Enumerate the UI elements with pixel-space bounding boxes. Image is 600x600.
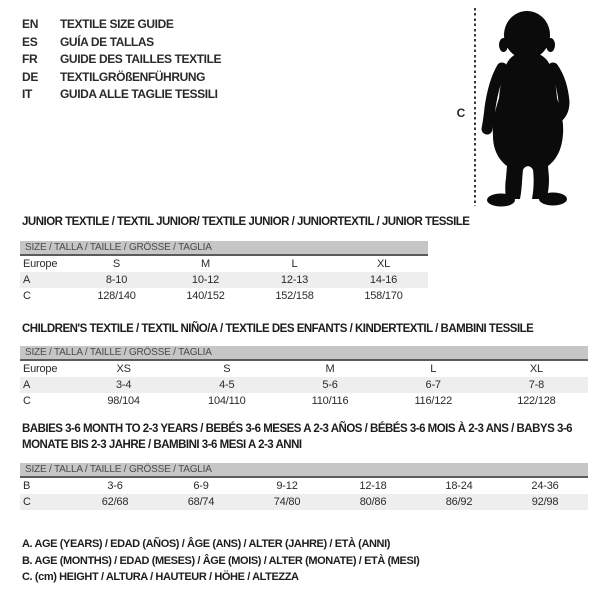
junior-table-title: JUNIOR TEXTILE / TEXTIL JUNIOR/ TEXTILE JUNIOR / JUNIORTEXTIL / JUNIOR TESSILE [22,216,470,228]
footnote-legend [22,536,419,586]
size-value-cell: 104/110 [208,395,246,407]
size-value-cell: 86/92 [445,496,473,508]
height-measure-label: C [456,106,466,120]
language-code: DE [22,69,39,84]
row-label: B [23,480,31,492]
row-label: C [23,395,31,407]
footnote-c: C. (cm) HEIGHT / ALTURA / HAUTEUR / HÖHE / ALTEZZA [22,571,299,583]
size-value-cell: 128/140 [97,290,136,302]
size-value-cell: 98/104 [107,395,140,407]
size-value-cell: 74/80 [273,496,301,508]
table-row [20,272,428,288]
children-size-table [20,346,588,409]
language-code: IT [22,87,33,101]
table-row [20,478,588,494]
size-value-cell: XL [529,363,543,375]
size-value-cell: 122/128 [517,395,556,407]
children-table-title: CHILDREN'S TEXTILE / TEXTIL NIÑO/A / TEXTILE DES ENFANTS / KINDERTEXTIL / BAMBINI TESSILE [22,323,534,335]
footnote-a: A. AGE (YEARS) / EDAD (AÑOS) / ÂGE (ANS) / ALTER (JAHRE) / ETÀ (ANNI) [22,538,390,550]
size-value-cell: S [112,258,121,270]
row-label: A [23,274,31,286]
size-value-cell: M [201,258,210,270]
size-value-cell: 62/68 [101,496,129,508]
junior-size-table [20,241,428,304]
height-measure-line [474,8,476,206]
size-value-cell: 9-12 [276,480,298,492]
table-row [20,377,588,393]
language-list [22,16,221,104]
babies-table-title: BABIES 3-6 MONTH TO 2-3 YEARS / BEBÉS 3-6 MESES A 2-3 AÑOS / BÉBÉS 3-6 MOIS À 2-3 ANS / BABYS 3-6 MONATE BIS 2-3 JAHRE / BAMBINI 3-6 MESI A 2-3 ANNI [22,423,573,451]
table-row [20,288,428,304]
size-value-cell: 5-6 [322,379,338,391]
language-code: EN [22,17,39,31]
language-row [22,86,221,104]
size-header-bar: SIZE / TALLA / TAILLE / GRÖSSE / TAGLIA [20,346,588,361]
size-value-cell: 10-12 [191,274,220,286]
row-label: Europe [23,363,58,375]
size-value-cell: 14-16 [369,274,398,286]
language-title: GUIDE DES TAILLES TEXTILE [60,52,222,66]
size-value-cell: L [291,258,298,270]
language-code: ES [22,34,38,49]
size-value-cell: 158/170 [364,290,403,302]
size-value-cell: 7-8 [528,379,545,391]
size-value-cell: L [430,363,437,375]
baby-silhouette-icon [480,8,576,208]
language-code: FR [22,52,38,66]
language-title: TEXTILE SIZE GUIDE [60,17,174,31]
size-value-cell: 80/86 [359,496,387,508]
size-value-cell: S [223,363,231,375]
size-value-cell: 6-7 [425,379,441,391]
language-title: TEXTILGRÖßENFÜHRUNG [60,69,206,84]
size-value-cell: 152/158 [275,290,314,302]
babies-size-table [20,463,588,510]
size-value-cell: 6-9 [193,480,209,492]
size-value-cell: XL [376,258,391,270]
row-label: A [23,379,31,391]
size-value-cell: 92/98 [531,496,559,508]
size-value-cell: 12-13 [280,274,309,286]
size-value-cell: 68/74 [187,496,215,508]
size-value-cell: 24-36 [531,480,559,492]
language-title: GUIDA ALLE TAGLIE TESSILI [60,87,218,101]
table-row [20,256,428,272]
size-value-cell: 3-6 [107,480,123,492]
size-value-cell: 116/122 [414,395,452,407]
footnote-b: B. AGE (MONTHS) / EDAD (MESES) / ÂGE (MOIS) / ALTER (MONATE) / ETÀ (MESI) [22,554,420,567]
language-title: GUÍA DE TALLAS [60,34,154,49]
table-row [20,393,588,409]
size-value-cell: 12-18 [359,480,387,492]
language-row [22,69,221,87]
row-label: C [23,290,31,302]
size-value-cell: 110/116 [311,395,349,407]
size-header-bar: SIZE / TALLA / TAILLE / GRÖSSE / TAGLIA [20,463,588,478]
table-row [20,494,588,510]
language-row [22,34,221,52]
size-value-cell: XS [116,363,131,375]
size-value-cell: M [325,363,335,375]
size-value-cell: 8-10 [105,274,128,286]
size-value-cell: 4-5 [219,379,235,391]
size-value-cell: 3-4 [115,379,132,391]
size-header-bar: SIZE / TALLA / TAILLE / GRÖSSE / TAGLIA [20,241,428,256]
size-value-cell: 18-24 [445,480,473,492]
language-row [22,16,221,34]
language-row [22,51,221,69]
size-value-cell: 140/152 [186,290,225,302]
row-label: Europe [23,258,58,270]
table-row [20,361,588,377]
row-label: C [23,496,31,508]
